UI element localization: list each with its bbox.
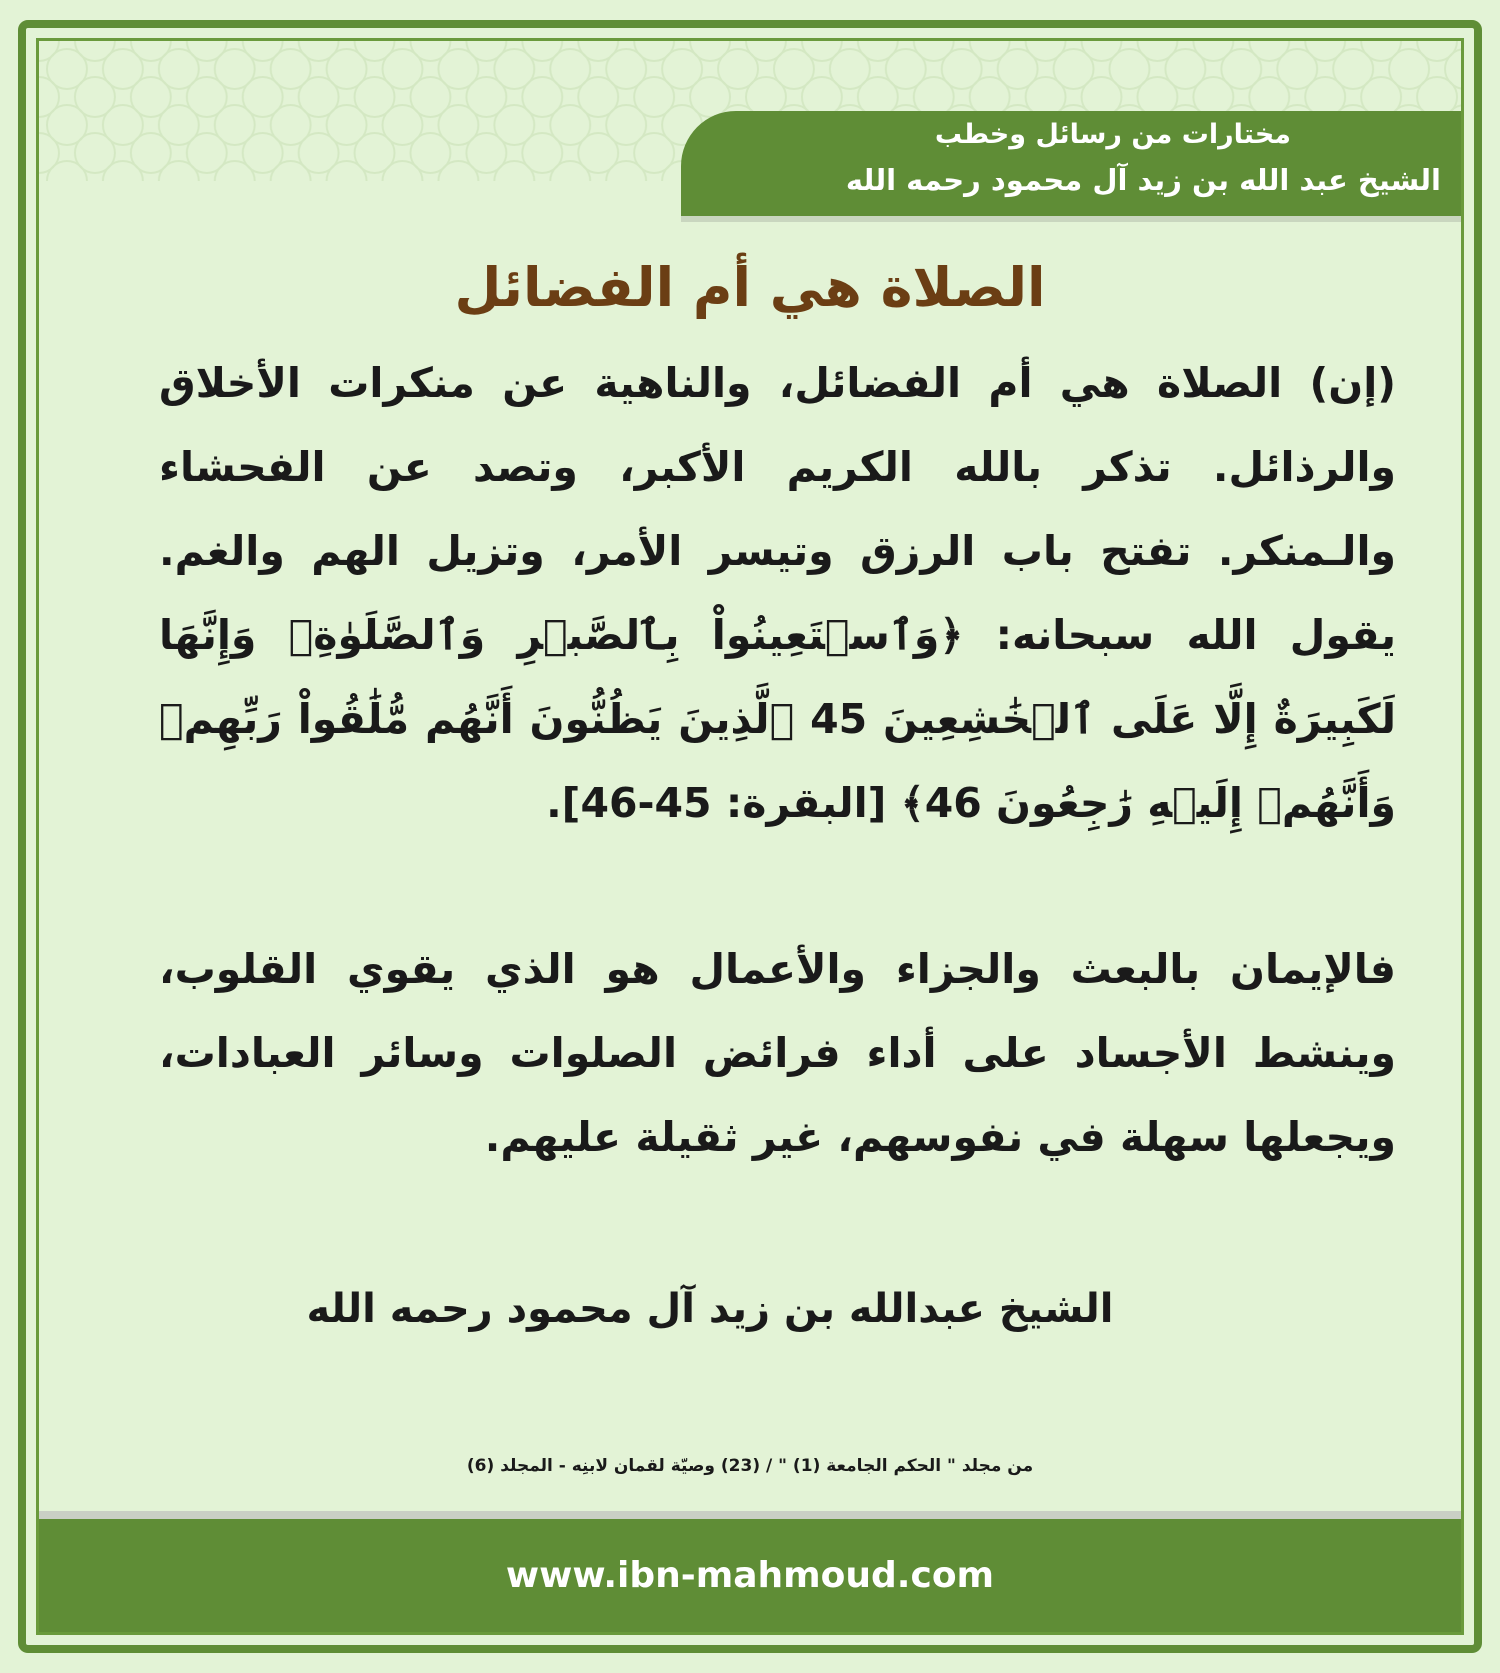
- paragraph-2: فالإيمان بالبعث والجزاء والأعمال هو الذي يقوي القلوب، وينشط الأجساد على أداء فرائض الصلوات وسائر العبادات، ويجعلها سهلة في نفوسهم، غير ثقيلة عليهم.: [159, 945, 1396, 1161]
- header-series-title: مختارات من رسائل وخطب: [934, 119, 1291, 150]
- paragraph-1: (إن) الصلاة هي أم الفضائل، والناهية عن منكرات الأخلاق والرذائل. تذكر بالله الكريم الأكبر، وتصد عن الفحشاء والـمنكر. تفتح باب الرزق وتيسر الأمر، وتزيل الهم والغم. يقول الله سبحانه: ﴿وَٱسۡتَعِينُواْ بِٱلصَّبۡرِ وَٱلصَّلَوٰةِۚ وَإِنَّهَا لَكَبِيرَةٌ إِلَّا عَلَى ٱلۡخَٰشِعِينَ 45 ٱلَّذِينَ يَظُنُّونَ أَنَّهُم مُّلَٰقُواْ رَبِّهِمۡ وَأَنَّهُمۡ إِلَيۡهِ رَٰجِعُونَ 46﴾ [البقرة: 45-46].: [159, 359, 1396, 827]
- source-citation: من مجلد " الحكم الجامعة (1) " / (23) وصيّة لقمان لابنِه - المجلد (6): [466, 1456, 1034, 1476]
- footer: [39, 1519, 1461, 1632]
- header-band: [681, 111, 1461, 216]
- footer-divider: [39, 1511, 1461, 1519]
- website-link[interactable]: www.ibn-mahmoud.com: [505, 1555, 995, 1596]
- signature: الشيخ عبدالله بن زيد آل محمود رحمه الله: [306, 1286, 1114, 1332]
- header-author: الشيخ عبد الله بن زيد آل محمود رحمه الله: [845, 163, 1441, 197]
- outer-frame: [18, 20, 1482, 1653]
- page-title: الصلاة هي أم الفضائل: [454, 256, 1046, 319]
- inner-frame: [36, 38, 1464, 1635]
- article-body: [159, 341, 1396, 1179]
